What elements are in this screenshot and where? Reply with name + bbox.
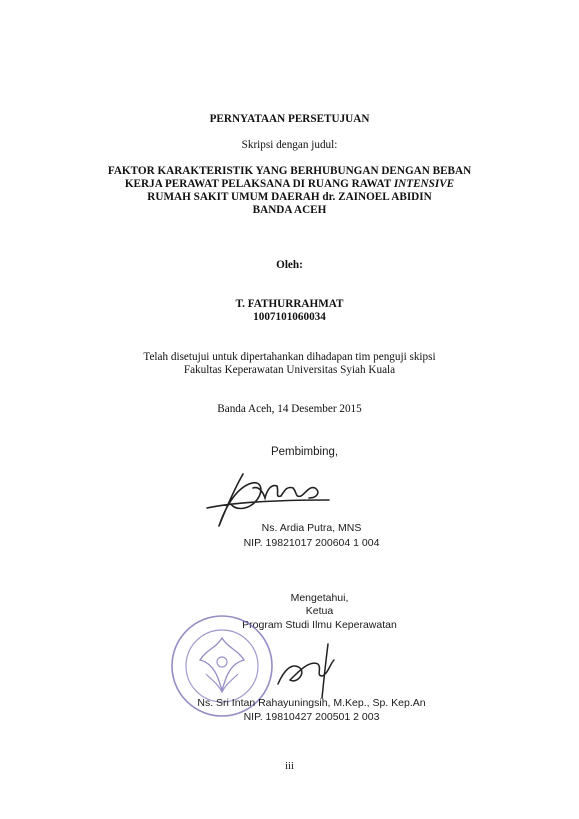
title-line-1: FAKTOR KARAKTERISTIK YANG BERHUBUNGAN DENGAN BEBAN bbox=[107, 165, 472, 177]
title-line-2-italic: INTENSIVE bbox=[393, 178, 455, 190]
title-line-2 bbox=[0, 178, 579, 191]
approval-line-2: Fakultas Keperawatan Universitas Syiah Kuala bbox=[183, 364, 396, 376]
head-name: Ns. Sri Intan Rahayuningsih, M.Kep., Sp. Kep.An bbox=[197, 697, 426, 709]
ack-unit: Program Studi Ilmu Keperawatan bbox=[242, 619, 397, 631]
ack-label: Mengetahui, bbox=[290, 592, 349, 604]
place-date: Banda Aceh, 14 Desember 2015 bbox=[217, 403, 362, 415]
subheading: Skripsi dengan judul: bbox=[241, 139, 338, 151]
title-line-3: RUMAH SAKIT UMUM DAERAH dr. ZAINOEL ABIDIN bbox=[147, 191, 432, 203]
supervisor-role: Pembimbing, bbox=[270, 446, 339, 458]
title-line-4: BANDA ACEH bbox=[252, 204, 327, 216]
approval-line-1: Telah disetujui untuk dipertahankan dihadapan tim penguji skipsi bbox=[143, 351, 436, 363]
supervisor-nip: NIP. 19821017 200604 1 004 bbox=[243, 537, 380, 549]
head-signature bbox=[270, 640, 360, 700]
head-nip: NIP. 19810427 200501 2 003 bbox=[243, 711, 380, 723]
author-nim: 1007101060034 bbox=[253, 311, 326, 323]
by-label: Oleh: bbox=[276, 259, 303, 271]
supervisor-name: Ns. Ardia Putra, MNS bbox=[261, 522, 362, 534]
ack-position: Ketua bbox=[305, 605, 334, 617]
page-number: iii bbox=[285, 761, 294, 772]
title-line-2-text: KERJA PERAWAT PELAKSANA DI RUANG RAWAT bbox=[124, 178, 394, 190]
page-heading: PERNYATAAN PERSETUJUAN bbox=[209, 113, 370, 125]
author-name: T. FATHURRAHMAT bbox=[235, 298, 344, 310]
